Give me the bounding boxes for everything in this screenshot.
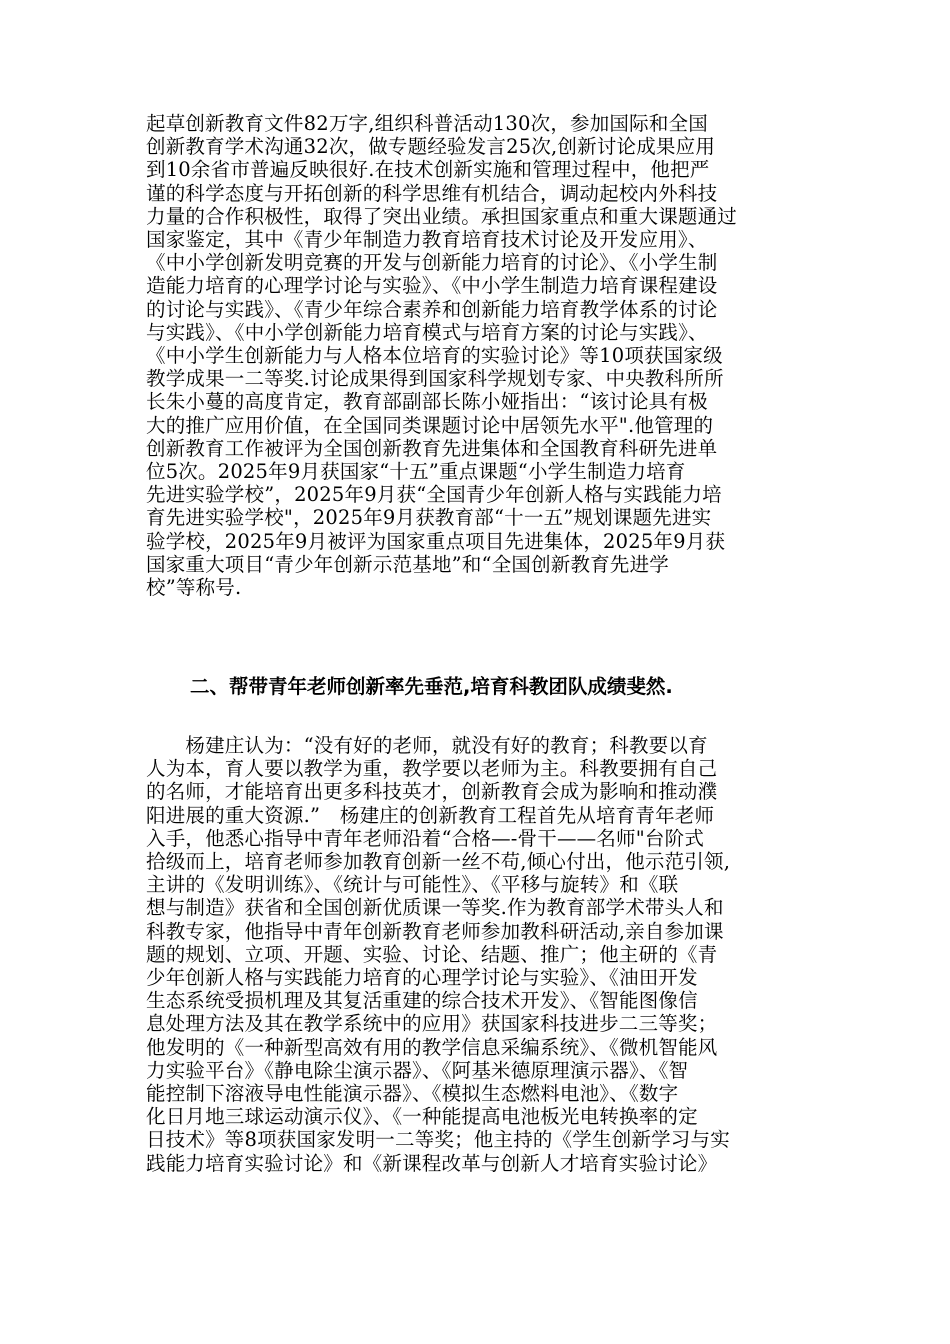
section-heading: 二、帮带青年老师创新率先垂范,培育科教团队成绩斐然. [190, 675, 673, 698]
body-paragraph-2: 杨建庄认为：“没有好的老师，就没有好的教育；科教要以育 人为本，育人要以教学为重，教学要以老师为主。科教要拥有自己 的名师，才能培育出更多科技英才，创新教育会成为影响和推动濮 阳进展的重大资源.” 杨建庄的创新教育工程首先从培育青年老师 入手，他悉心指导中青年老师沿着“合格—-骨干——名师"台阶式 拾级而上，培育老师参加教育创新一丝不苟,倾心付出，他示范引领, 主讲的《发明训练》、《统计与可能性》、《平移与旋转》和《联 想与制造》获省和全国创新优质课一等奖.作为教育部学术带头人和 科教专家，他指导中青年创新教育老师参加教科研活动,亲自参加课 题的规划、立项、开题、实验、讨论、结题、推广；他主研的《青 少年创新人格与实践能力培育的心理学讨论与实验》、《油田开发 生态系统受损机理及其复活重建的综合技术开发》、《智能图像信 息处理方法及其在教学系统中的应用》获国家科技进步二三等奖； 他发明的《一种新型高效有用的教学信息采编系统》、《微机智能风 力实验平台》《静电除尘演示器》、《阿基米德原理演示器》、《智 能控制下溶液导电性能演示器》、《模拟生态燃料电池》、《数字 化日月地三球运动演示仪》、《一种能提高电池板光电转换率的定 日技术》等8项获国家发明一二等奖；他主持的《学生创新学习与实 践能力培育实验讨论》和《新课程改革与创新人才培育实验讨论》 [146, 734, 731, 1175]
body-paragraph-1: 起草创新教育文件82万字,组织科普活动130次，参加国际和全国 创新教育学术沟通32次，做专题经验发言25次,创新讨论成果应用 到10余省市普遍反映很好.在技术创新实施和管理过程中，他把严 谨的科学态度与开拓创新的科学思维有机结合，调动起校内外科技 力量的合作积极性，取得了突出业绩。承担国家重点和重大课题通过 国家鉴定，其中《青少年制造力教育培育技术讨论及开发应用》、 《中小学创新发明竞赛的开发与创新能力培育的讨论》、《小学生制 造能力培育的心理学讨论与实验》、《中小学生制造力培育课程建设 的讨论与实践》、《青少年综合素养和创新能力培育教学体系的讨论 与实践》、《中小学创新能力培育模式与培育方案的讨论与实践》、 《中小学生创新能力与人格本位培育的实验讨论》等10项获国家级 教学成果一二等奖.讨论成果得到国家科学规划专家、中央教科所所 长朱小蔓的高度肯定，教育部副部长陈小娅指出：“该讨论具有极 大的推广应用价值，在全国同类课题讨论中居领先水平".他管理的 创新教育工作被评为全国创新教育先进集体和全国教育科研先进单 位5次。2025年9月获国家“十五”重点课题“小学生制造力培育 先进实验学校”，2025年9月获“全国青少年创新人格与实践能力培 育先进实验学校"，2025年9月获教育部“十一五”规划课题先进实 验学校，2025年9月被评为国家重点项目先进集体，2025年9月获 国家重大项目“青少年创新示范基地”和“全国创新教育先进学 校”等称号. [146, 112, 738, 600]
